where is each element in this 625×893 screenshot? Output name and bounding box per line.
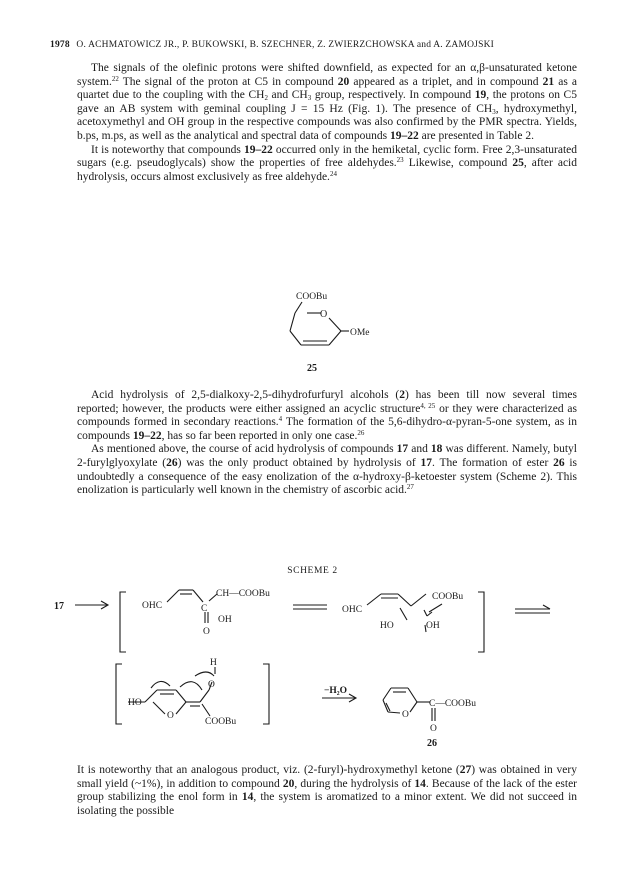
product-carbonyl-o: O [430,724,437,734]
enol-ho: HO [380,621,394,631]
cyclic-cooBu: COOBu [205,717,237,727]
compound-label-25: 25 [307,363,317,374]
ring-oxygen: O [320,309,328,320]
ome-group: OMe [350,328,370,338]
paragraph-olefinic-protons: The signals of the olefinic protons were shifted downfield, as expected for an α,β-unsaturated ketone system.$^{22}$ The signal of the proton at C5 in compound 20 appeared as a triplet, and in compound 21 as a quartet due to the coupling with the $CH_2$ and $CH_3$ group, respectively. In compound 19, the protons on C5 gave an AB system with geminal coupling J = 15 Hz (Fig. 1). The presence of $CH_3$, hydroxymethyl, acetoxymethyl and OH group in the respective compounds was also confirmed by the PMR spectra. Yields, b.ps, m.ps, as well as the analytical and spectral data of compounds 19–22 are presented in Table 2. [77,62,577,142]
page-number: 1978 [50,40,70,50]
paragraph-hemiketal: It is noteworthy that compounds 19–22 occurred only in the hemiketal, cyclic form. Free 2,3-unsaturated sugars (e.g. pseudoglycals) show the properties of free aldehydes.$^{23}$ Likewise, compound 25, after acid hydrolysis, occurs almost exclusively as free aldehyde.$^{24}$ [77,143,577,183]
keto-carbon: C [201,604,208,614]
paragraph-furyl-ketone: It is noteworthy that an analogous product, viz. (2-furyl)-hydroxymethyl ketone (27) was obtained in very small yield (~1%), in addition to compound 20, during the hydrolysis of 14. Because of the lack of the ester group stabilizing the enol form in 14, the system is aromatized to a minor extent. We did not succeed in isolating the possible [77,764,578,817]
keto-oh: OH [218,615,232,625]
cooBu-group: COOBu [296,292,328,302]
cyclic-ho: HO [128,698,142,708]
minus-water-label: −H₂O [324,686,348,696]
cyclic-ring-o: O [167,711,174,721]
keto-oxygen: O [203,627,210,637]
text-block-bottom [77,764,577,818]
author-line: O. ACHMATOWICZ JR., P. BUKOWSKI, B. SZECHNER, Z. ZWIERZCHOWSKA and A. ZAMOJSKI [76,40,494,50]
enol-cooBu: COOBu [432,592,464,602]
keto-ohc: OHC [142,601,163,611]
product-c-cooBu: C—COOBu [429,699,476,709]
paragraph-acid-hydrolysis: Acid hydrolysis of 2,5-dialkoxy-2,5-dihydrofurfuryl alcohols (2) has been till now several times reported; however, the products were either assigned an acyclic structure$^{4, 25}$ or they were characterized as compounds formed in secondary reactions.$^4$ The formation of the 5,6-dihydro-α-pyran-5-one system, as in compounds 19–22, has so far been reported in only one case.$^{26}$ [77,389,577,442]
furan-ring-o: O [402,710,409,720]
scheme-title: SCHEME 2 [287,566,338,576]
enol-ohc: OHC [342,605,363,615]
cyclic-carbonyl-o: O [208,680,215,690]
paragraph-enolization: As mentioned above, the course of acid hydrolysis of compounds 17 and 18 was different. Namely, butyl 2-furylglyoxylate (26) was the only product obtained by hydrolysis of 17. The formation of ester 26 is undoubtedly a consequence of the easy enolization of the α-hydroxy-β-ketoester system (Scheme 2). This enolization is particularly well known in the chemistry of ascorbic acid.$^{27}$ [77,443,578,497]
scheme-start-compound: 17 [54,601,64,612]
keto-ch-cooBu: CH—COOBu [216,589,270,599]
cyclic-h: H [210,658,217,668]
enol-oh: OH [426,621,440,631]
compound-label-26: 26 [427,738,437,749]
